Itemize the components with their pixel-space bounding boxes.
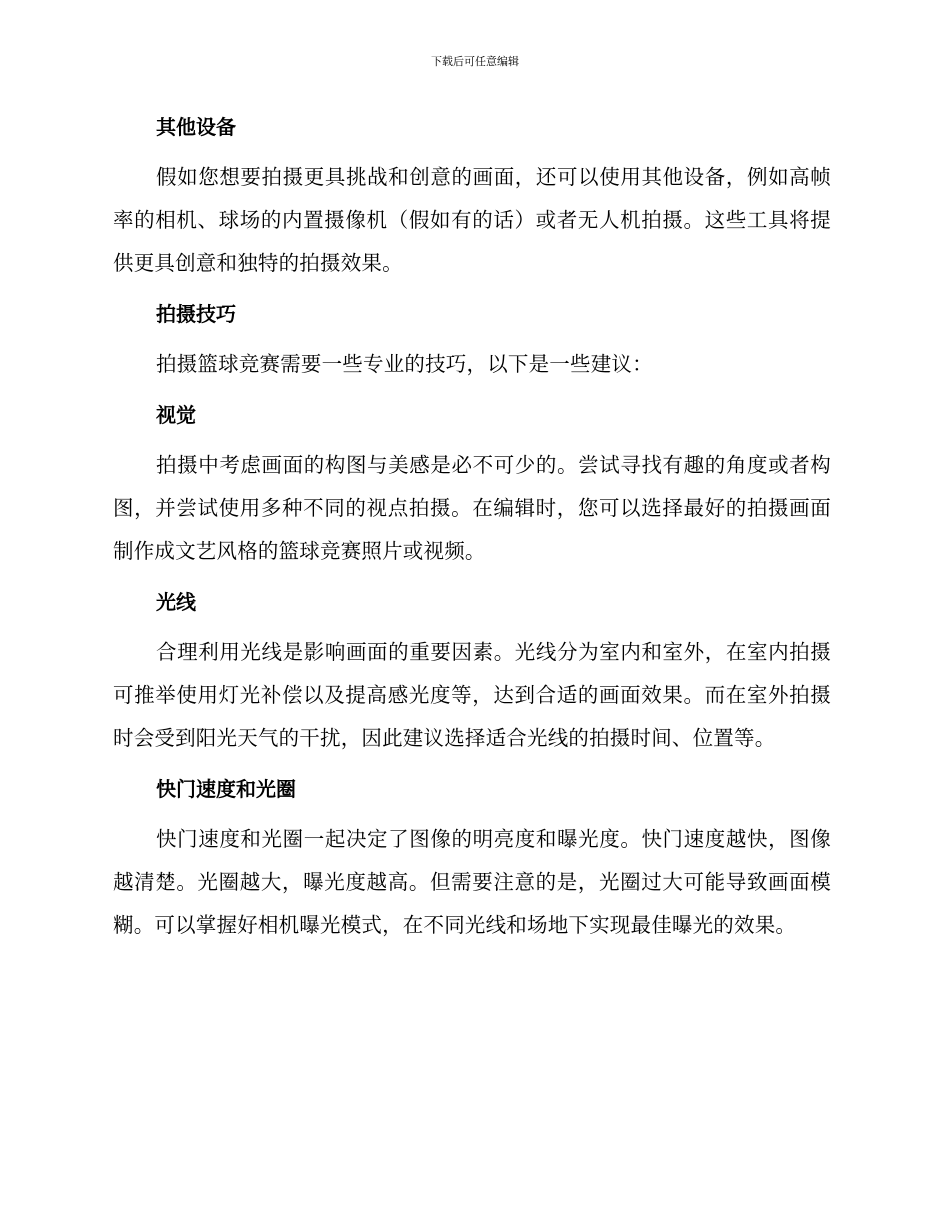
section-heading: 其他设备 — [156, 115, 236, 139]
section-paragraph: 拍摄篮球竞赛需要一些专业的技巧，以下是一些建议： — [156, 352, 653, 376]
section-lighting — [113, 583, 831, 760]
document-body — [113, 108, 831, 957]
section-shutter-aperture — [113, 770, 831, 947]
section-heading: 视觉 — [156, 403, 196, 427]
section-other-equipment — [113, 108, 831, 285]
section-paragraph: 假如您想要拍摄更具挑战和创意的画面，还可以使用其他设备，例如高帧率的相机、球场的内置摄像机（假如有的话）或者无人机拍摄。这些工具将提供更具创意和独特的拍摄效果。 — [113, 165, 831, 275]
section-paragraph: 快门速度和光圈一起决定了图像的明亮度和曝光度。快门速度越快，图像越清楚。光圈越大，曝光度越高。但需要注意的是，光圈过大可能导致画面模糊。可以掌握好相机曝光模式，在不同光线和场地下实现最佳曝光的效果。 — [113, 827, 831, 937]
page-header: 下载后可任意编辑 — [431, 55, 519, 68]
section-shooting-tips — [113, 295, 831, 386]
section-heading: 光线 — [156, 590, 196, 614]
section-vision — [113, 396, 831, 573]
section-paragraph: 拍摄中考虑画面的构图与美感是必不可少的。尝试寻找有趣的角度或者构图，并尝试使用多种不同的视点拍摄。在编辑时，您可以选择最好的拍摄画面制作成文艺风格的篮球竞赛照片或视频。 — [113, 453, 831, 563]
section-heading: 拍摄技巧 — [156, 302, 236, 326]
section-paragraph: 合理利用光线是影响画面的重要因素。光线分为室内和室外，在室内拍摄可推举使用灯光补偿以及提高感光度等，达到合适的画面效果。而在室外拍摄时会受到阳光天气的干扰，因此建议选择适合光线的拍摄时间、位置等。 — [113, 640, 831, 750]
section-heading: 快门速度和光圈 — [156, 777, 296, 801]
